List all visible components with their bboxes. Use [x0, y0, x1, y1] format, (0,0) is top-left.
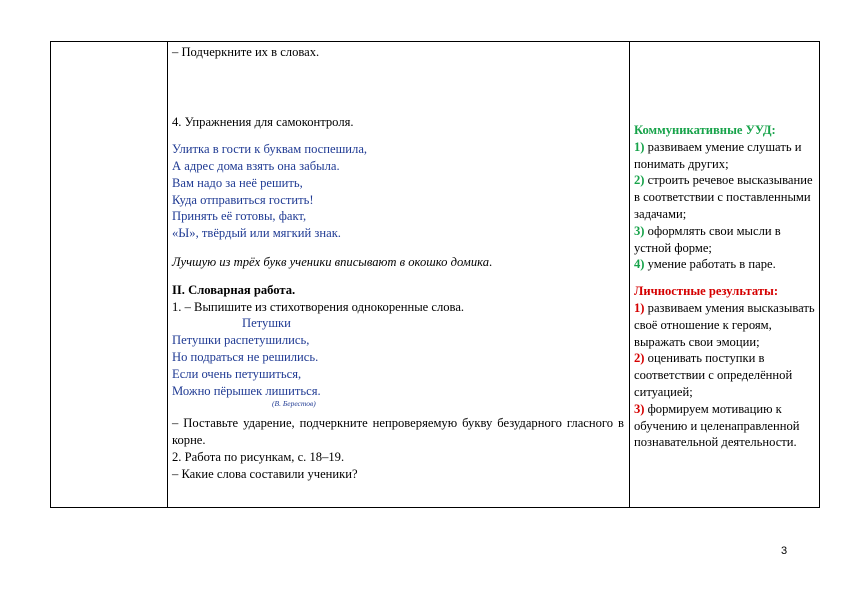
- task-2: 2. Работа по рисункам, с. 18–19.: [172, 449, 345, 464]
- communicative-item: 1) развиваем умение слушать и понимать других;: [634, 139, 802, 171]
- poem-author: (В. Берестов): [272, 399, 316, 409]
- poem-line: Куда отправиться гостить!: [172, 192, 314, 207]
- personal-item: 1) развиваем умения высказывать своё отношение к героям, выражать свои эмоции;: [634, 300, 815, 349]
- snail-poem: [172, 141, 624, 242]
- exercise-4-heading: 4. Упражнения для самоконтроля.: [172, 115, 354, 130]
- task-1: 1. – Выпишите из стихотворения однокоренные слова.: [172, 299, 465, 314]
- poem-line: Петушки распетушились,: [172, 333, 310, 348]
- poem-line: «Ы», твёрдый или мягкий знак.: [172, 226, 341, 241]
- stress-task: – Поставьте ударение, подчеркните непроверяемую букву безударного гласного в корне.: [172, 416, 624, 448]
- communicative-item: 3) оформлять свои мысли в устной форме;: [634, 223, 781, 255]
- column-divider-2: [629, 42, 630, 507]
- poem-line: Если очень петушиться,: [172, 366, 302, 381]
- roosters-poem: [172, 315, 624, 409]
- poem-line: Вам надо за неё решить,: [172, 175, 303, 190]
- poem-line: Улитка в гости к буквам поспешила,: [172, 142, 368, 157]
- italic-note: Лучшую из трёх букв ученики вписывают в окошко домика.: [172, 254, 493, 269]
- poem-line: Но подраться не решились.: [172, 349, 319, 364]
- communicative-title: Коммуникативные УУД:: [634, 123, 776, 137]
- underline-instruction: – Подчеркните их в словах.: [172, 45, 320, 59]
- personal-title: Личностные результаты:: [634, 284, 779, 299]
- activity-column: [172, 44, 624, 483]
- question: – Какие слова составили ученики?: [172, 466, 358, 481]
- lesson-table: [50, 41, 820, 508]
- page-number: 3: [781, 545, 788, 557]
- poem-line: А адрес дома взять она забыла.: [172, 158, 340, 173]
- personal-item: 2) оценивать поступки в соответствии с определённой ситуацией;: [634, 351, 793, 399]
- column-divider-1: [167, 42, 168, 507]
- poem-line: Можно пёрышек лишиться.: [172, 383, 321, 398]
- personal-item: 3) формируем мотивацию к обучению и целенаправленной познавательной деятельности.: [634, 401, 800, 450]
- communicative-item: 2) строить речевое высказывание в соответствии с поставленными задачами;: [634, 173, 813, 221]
- poem-line: Принять её готовы, факт,: [172, 209, 307, 224]
- communicative-item: 4) умение работать в паре.: [634, 257, 776, 272]
- poem-title: Петушки: [242, 316, 291, 331]
- outcomes-column: [634, 122, 816, 451]
- section-2-heading: II. Словарная работа.: [172, 282, 296, 297]
